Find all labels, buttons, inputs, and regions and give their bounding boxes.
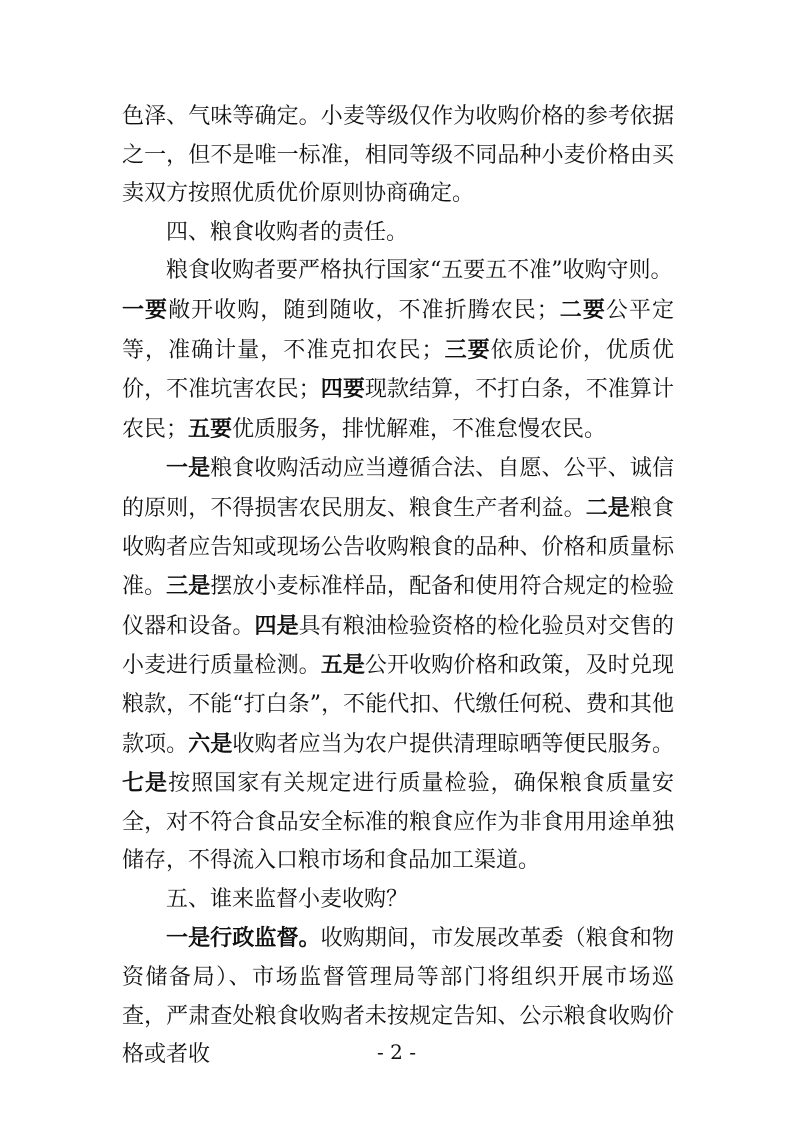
- paragraph-five-requirements: [122, 291, 674, 449]
- emphasis-term: 五是: [320, 652, 365, 679]
- rule-text: 现款结算，不打白条，不准算计农民；: [122, 377, 674, 442]
- rule-text: 优质服务，排忧解难，不准怠慢农民。: [232, 416, 607, 442]
- rule-text: 依质论价，优质优价，不准坑害农民；: [122, 337, 674, 403]
- paragraph-five-rules-intro: 粮食收购者要严格执行国家“五要五不准”收购守则。: [166, 258, 673, 284]
- emphasis-term: 二要: [558, 296, 606, 323]
- emphasis-term: 一是: [166, 455, 211, 482]
- emphasis-term: 七是: [122, 770, 169, 797]
- duty-text: 公开收购价格和政策，及时兑现粮款，不能“打白条”，不能代扣、代缴任何税、费和其他款项。: [122, 653, 674, 757]
- duty-text: 粮食收购者应告知或现场公告收购粮食的品种、价格和质量标准。: [122, 495, 674, 600]
- duty-text: 摆放小麦标准样品，配备和使用符合规定的检验仪器和设备。: [122, 574, 674, 639]
- emphasis-term: 一是行政监督。: [166, 925, 321, 952]
- duty-text: 粮食收购活动应当遵循合法、自愿、公平、诚信的原则，不得损害农民朋友、粮食生产者利益。: [122, 456, 674, 521]
- rule-text: 敞开收购，随到随收，不准折腾农民；: [168, 297, 559, 323]
- emphasis-term: 四是: [254, 612, 299, 639]
- document-body: [122, 98, 674, 1075]
- emphasis-term: 二是: [585, 494, 630, 521]
- page-number: - 2 -: [377, 1040, 416, 1064]
- emphasis-term: 四要: [320, 376, 365, 403]
- emphasis-term: 三是: [166, 573, 211, 600]
- paragraph-wheat-grade: 色泽、气味等确定。小麦等级仅作为收购价格的参考依据之一，但不是唯一标准，相同等级不同品种小麦价格由买卖双方按照优质优价原则协商确定。: [122, 104, 674, 207]
- emphasis-term: 三要: [443, 336, 491, 363]
- emphasis-term: 六是: [188, 730, 233, 757]
- section-heading-5: 五、谁来监督小麦收购？: [166, 886, 409, 912]
- duty-text: 按照国家有关规定进行质量检验，确保粮食质量安全，对不符合食品安全标准的粮食应作为非食用用途单独储存，不得流入口粮市场和食品加工渠道。: [122, 771, 674, 874]
- section-heading-4: 四、粮食收购者的责任。: [166, 219, 409, 245]
- rule-text: 公平定等，准确计量，不准克扣农民；: [122, 297, 674, 363]
- emphasis-term: 五要: [188, 415, 233, 442]
- duty-text: 收购者应当为农户提供清理晾晒等便民服务。: [232, 731, 674, 757]
- emphasis-term: 一要: [122, 296, 169, 323]
- supervision-text: 收购期间，市发展改革委（粮食和物资储备局）、市场监督管理局等部门将组织开展市场巡查，严肃查处粮食收购者未按规定告知、公示粮食收购价格或者收: [122, 926, 674, 1068]
- duty-text: 具有粮油检验资格的检化验员对交售的小麦进行质量检测。: [122, 613, 674, 679]
- paragraph-buyer-duties: [122, 449, 674, 881]
